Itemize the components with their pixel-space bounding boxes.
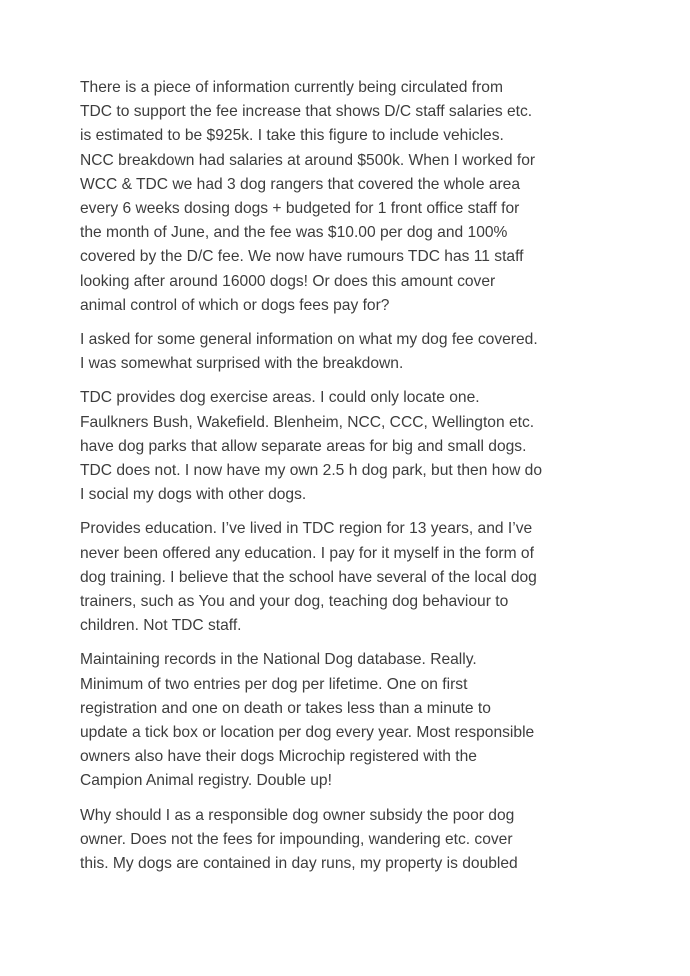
text-line: children. Not TDC staff.	[80, 617, 242, 635]
text-line: TDC does not. I now have my own 2.5 h dog park, but then how do	[80, 462, 543, 480]
text-line: this. My dogs are contained in day runs, my property is doubled	[80, 855, 518, 873]
text-line: trainers, such as You and your dog, teaching dog behaviour to	[80, 593, 509, 611]
text-line: owners also have their dogs Microchip registered with the	[80, 748, 477, 766]
text-line: the month of June, and the fee was $10.00 per dog and 100%	[80, 224, 508, 242]
paragraph-subsidy	[80, 804, 620, 877]
text-line: There is a piece of information currently being circulated from	[80, 79, 503, 96]
paragraph-records	[80, 648, 620, 793]
text-line: I asked for some general information on what my dog fee covered.	[80, 331, 538, 349]
text-line: is estimated to be $925k. I take this figure to include vehicles.	[80, 127, 504, 145]
text-line: TDC provides dog exercise areas. I could only locate one.	[80, 389, 480, 407]
text-line: Provides education. I’ve lived in TDC region for 13 years, and I’ve	[80, 520, 533, 538]
text-line: WCC & TDC we had 3 dog rangers that covered the whole area	[80, 175, 521, 193]
paragraph-fee-breakdown	[80, 328, 620, 376]
text-line: Faulkners Bush, Wakefield. Blenheim, NCC, CCC, Wellington etc.	[80, 413, 535, 431]
paragraph-education	[80, 517, 620, 638]
text-line: Why should I as a responsible dog owner subsidy the poor dog	[80, 806, 515, 824]
text-line: TDC to support the fee increase that shows D/C staff salaries etc.	[80, 103, 533, 121]
text-line: never been offered any education. I pay for it myself in the form of	[80, 544, 534, 562]
text-line: Campion Animal registry. Double up!	[80, 772, 332, 790]
text-line: Maintaining records in the National Dog database. Really.	[80, 651, 477, 669]
text-line: every 6 weeks dosing dogs + budgeted for 1 front office staff for	[80, 200, 520, 218]
text-line: update a tick box or location per dog every year. Most responsible	[80, 724, 535, 742]
paragraph-exercise-areas	[80, 386, 620, 507]
text-line: animal control of which or dogs fees pay for?	[80, 296, 390, 314]
text-line: I was somewhat surprised with the breakdown.	[80, 355, 404, 373]
text-line: covered by the D/C fee. We now have rumours TDC has 11 staff	[80, 248, 524, 266]
text-line: dog training. I believe that the school have several of the local dog	[80, 568, 537, 586]
text-line: Minimum of two entries per dog per lifetime. One on first	[80, 675, 468, 693]
text-line: I social my dogs with other dogs.	[80, 486, 307, 504]
text-line: owner. Does not the fees for impounding, wandering etc. cover	[80, 830, 513, 848]
text-line: looking after around 16000 dogs! Or does this amount cover	[80, 272, 496, 290]
paragraph-staff-costs	[80, 76, 620, 318]
text-line: have dog parks that allow separate areas for big and small dogs.	[80, 437, 527, 455]
text-line: registration and one on death or takes less than a minute to	[80, 699, 491, 717]
document-page	[80, 76, 620, 886]
text-line: NCC breakdown had salaries at around $500k. When I worked for	[80, 151, 536, 169]
